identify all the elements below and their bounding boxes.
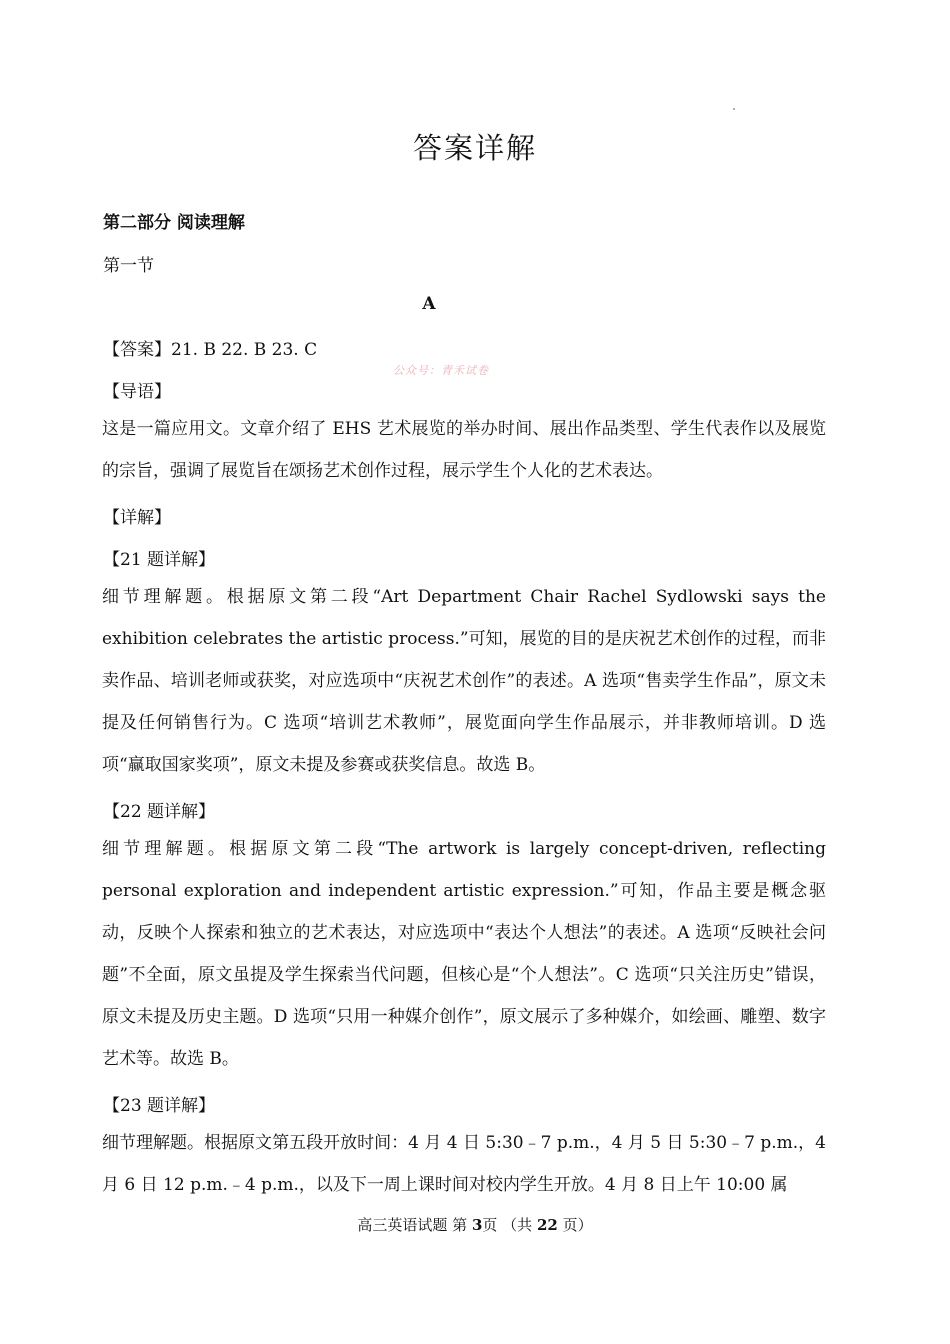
q21-label: 【21 题详解】 [103,550,216,570]
page-title: 答案详解 [412,131,537,165]
intro-paragraph: 这是一篇应用文。文章介绍了 EHS 艺术展览的举办时间、展出作品类型、学生代表作以及展览的宗旨，强调了展览旨在颂扬艺术创作过程，展示学生个人化的艺术表达。 [102,419,826,481]
part-heading: 第二部分 阅读理解 [103,213,245,233]
scan-speck [733,108,735,110]
answer-line: 【答案】21. B 22. B 23. C [103,340,318,360]
footer-middle: 页 （共 [482,1216,537,1234]
q22-paragraph: 细节理解题。根据原文第二段“The artwork is largely concept-driven, reflecting personal exploration and independent artistic expression.”可知，作品主要是概念驱动，反映个人探索和独立的艺术表达，对应选项中“表达个人想法”的表述。A 选项“反映社会问题”不全面，原文虽提及学生探索当代问题，但核心是“个人想法”。C 选项“只关注历史”错误，原文未提及历史主题。D 选项“只用一种媒介创作”，原文展示了多种媒介，如绘画、雕塑、数字艺术等。故选 B。 [102,839,826,1069]
footer-suffix: 页） [557,1216,593,1234]
q22-label: 【22 题详解】 [103,802,216,822]
q21-paragraph: 细节理解题。根据原文第二段“Art Department Chair Rachel Sydlowski says the exhibition celebrates the artistic process.”可知，展览的目的是庆祝艺术创作的过程，而非卖作品、培训老师或获奖，对应选项中“庆祝艺术创作”的表述。A 选项“售卖学生作品”，原文未提及任何销售行为。C 选项“培训艺术教师”，展览面向学生作品展示，并非教师培训。D 选项“赢取国家奖项”，原文未提及参赛或获奖信息。故选 B。 [102,587,826,775]
footer-total-pages: 22 [536,1216,558,1234]
q23-label: 【23 题详解】 [103,1096,216,1116]
q23-paragraph: 细节理解题。根据原文第五段开放时间：4 月 4 日 5:30﹣7 p.m.，4 月 5 日 5:30﹣7 p.m.，4 月 6 日 12 p.m.﹣4 p.m.，以及下一周上课时间对校内学生开放。4 月 8 日上午 10:00 属 [102,1133,826,1195]
passage-letter: A [422,294,436,314]
footer-prefix: 高三英语试题 第 [357,1216,472,1234]
page-footer [0,1214,950,1235]
footer-page-number: 3 [471,1216,483,1234]
watermark-text: 公众号：青禾试卷 [393,364,489,377]
detail-label: 【详解】 [103,508,171,528]
intro-label: 【导语】 [103,382,171,402]
section-label: 第一节 [103,256,154,276]
